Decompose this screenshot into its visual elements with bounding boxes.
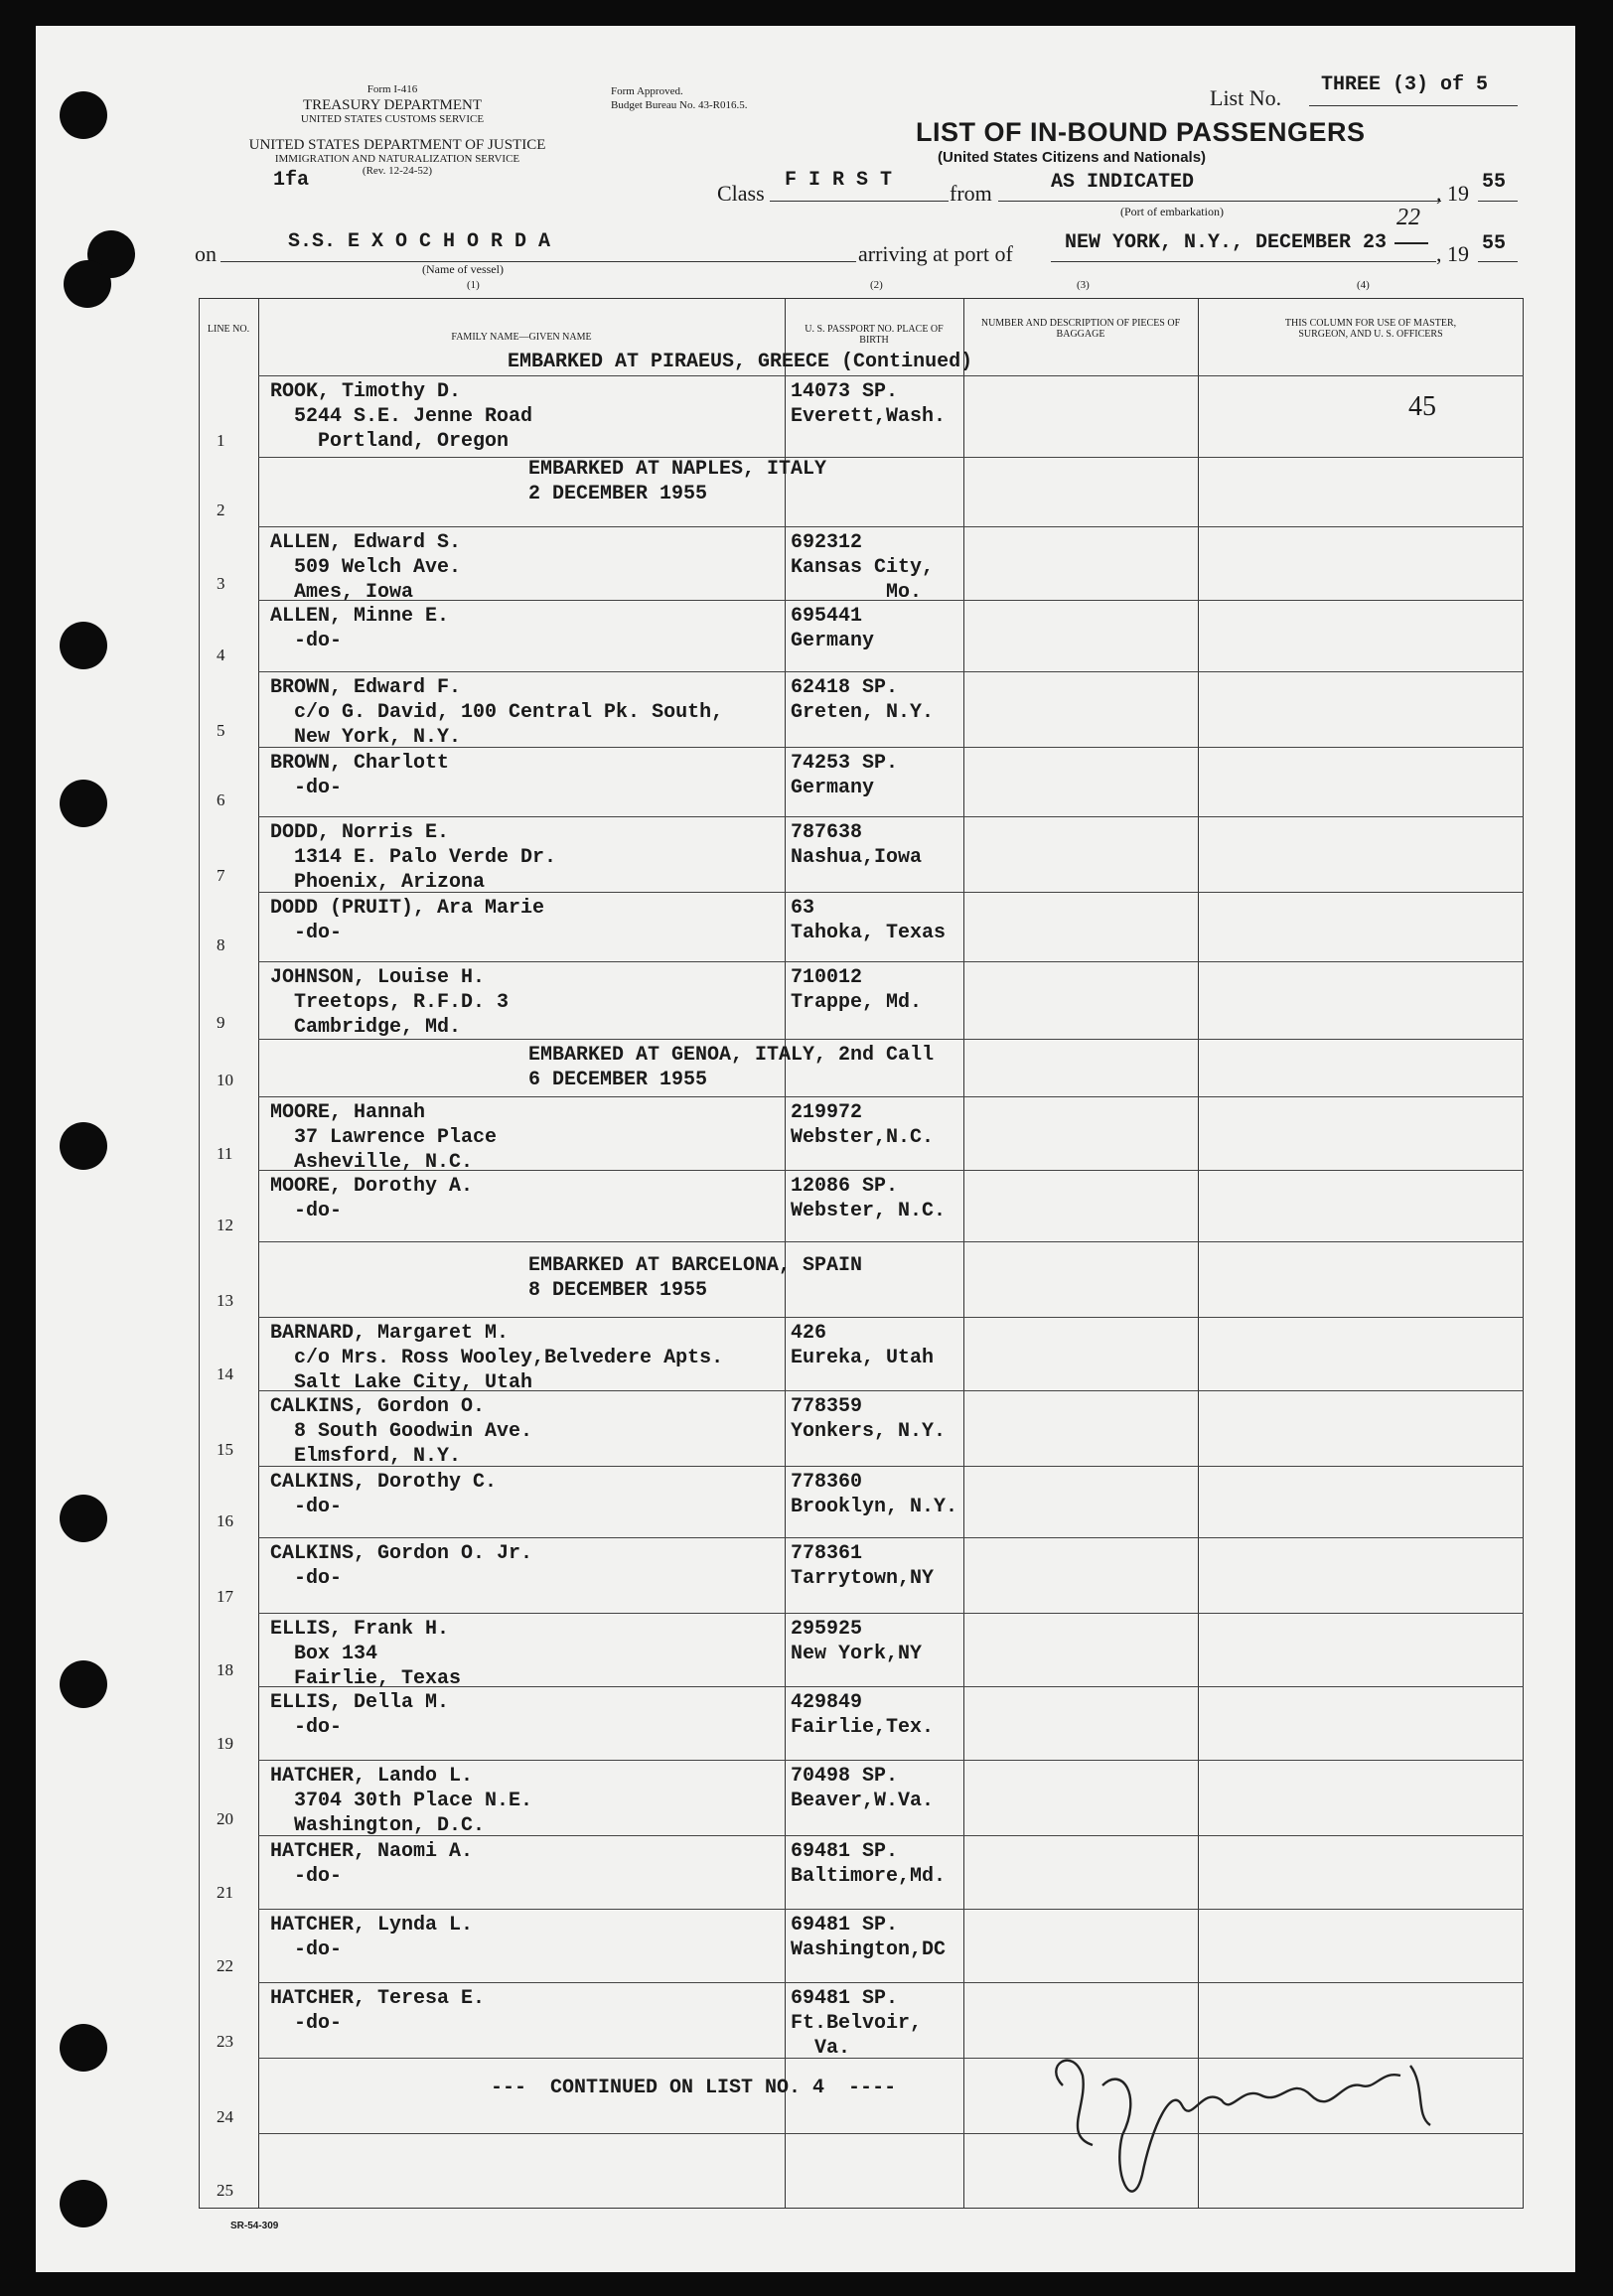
passenger-name: DODD (PRUIT), Ara Marie -do- <box>270 897 545 944</box>
line-number: 7 <box>217 866 225 885</box>
line-number: 25 <box>217 2181 233 2200</box>
passenger-name: HATCHER, Lando L. 3704 30th Place N.E. Washington, D.C. <box>270 1765 533 1837</box>
line-number: 17 <box>217 1587 233 1606</box>
form-approved: Form Approved. <box>611 85 683 97</box>
arrival-port: NEW YORK, N.Y., DECEMBER 23 <box>1065 231 1388 254</box>
line-number: 20 <box>217 1809 233 1828</box>
vessel-caption: (Name of vessel) <box>422 262 504 276</box>
line-number: 15 <box>217 1440 233 1459</box>
passenger-name: ALLEN, Minne E. -do- <box>270 605 450 652</box>
line-number: 21 <box>217 1883 233 1902</box>
row-divider <box>258 816 1524 817</box>
punch-hole <box>64 260 111 308</box>
passenger-name: CALKINS, Dorothy C. -do- <box>270 1471 498 1518</box>
passenger-name: CALKINS, Gordon O. Jr. -do- <box>270 1542 533 1590</box>
line-number: 1 <box>217 431 225 450</box>
passenger-name: ELLIS, Frank H. Box 134 Fairlie, Texas <box>270 1618 462 1690</box>
class-value: F I R S T <box>785 169 893 192</box>
vessel-name: S.S. E X O C H O R D A <box>288 230 551 253</box>
passport-birthplace: 219972 Webster,N.C. <box>791 1101 935 1149</box>
punch-hole <box>60 91 107 139</box>
revision-date: (Rev. 12-24-52) <box>362 165 433 177</box>
punch-hole <box>60 1495 107 1542</box>
passenger-name: DODD, Norris E. 1314 E. Palo Verde Dr. Phoenix, Arizona <box>270 821 557 894</box>
passenger-name: ROOK, Timothy D. 5244 S.E. Jenne Road Portland, Oregon <box>270 380 533 453</box>
arriving-label: arriving at port of <box>858 241 1013 266</box>
section-piraeus: EMBARKED AT PIRAEUS, GREECE (Continued) <box>508 351 973 373</box>
passport-birthplace: 70498 SP. Beaver,W.Va. <box>791 1765 935 1812</box>
customs-service: UNITED STATES CUSTOMS SERVICE <box>300 113 485 125</box>
line-number: 2 <box>217 501 225 519</box>
form-number: Form I-416 <box>367 83 418 95</box>
line-number: 18 <box>217 1660 233 1679</box>
header-officers: THIS COLUMN FOR USE OF MASTER, SURGEON, AND U. S. OFFICERS <box>1284 318 1457 340</box>
ins-service: IMMIGRATION AND NATURALIZATION SERVICE <box>274 153 520 165</box>
year-2: 55 <box>1482 232 1507 255</box>
punch-hole <box>60 622 107 669</box>
passport-birthplace: 62418 SP. Greten, N.Y. <box>791 676 935 724</box>
budget-bureau: Budget Bureau No. 43-R016.5. <box>611 99 748 111</box>
document-subtitle: (United States Citizens and Nationals) <box>938 149 1207 166</box>
passenger-name: ELLIS, Della M. -do- <box>270 1691 450 1739</box>
row-divider <box>258 526 1524 527</box>
punch-hole <box>60 1660 107 1708</box>
passenger-name: MOORE, Hannah 37 Lawrence Place Asheville, N.C. <box>270 1101 498 1174</box>
section-naples: EMBARKED AT NAPLES, ITALY 2 DECEMBER 1955 <box>528 458 827 505</box>
line-number: 23 <box>217 2032 233 2051</box>
passenger-name: MOORE, Dorothy A. -do- <box>270 1175 474 1222</box>
port-embark-caption: (Port of embarkation) <box>1120 205 1224 218</box>
passport-birthplace: 778360 Brooklyn, N.Y. <box>791 1471 958 1518</box>
passport-birthplace: 14073 SP. Everett,Wash. <box>791 380 947 428</box>
on-label: on <box>195 241 217 266</box>
punch-hole <box>60 780 107 827</box>
passenger-name: HATCHER, Lynda L. -do- <box>270 1914 474 1961</box>
header-baggage: NUMBER AND DESCRIPTION OF PIECES OF BAGGAGE <box>980 318 1181 340</box>
passenger-name: BROWN, Edward F. c/o G. David, 100 Central Pk. South, New York, N.Y. <box>270 676 724 749</box>
passport-birthplace: 695441 Germany <box>791 605 875 652</box>
class-label: Class <box>717 181 765 206</box>
continued-note: --- CONTINUED ON LIST NO. 4 ---- <box>491 2077 897 2099</box>
col-1-number: (1) <box>467 279 480 291</box>
justice-dept: UNITED STATES DEPARTMENT OF JUSTICE <box>248 137 546 153</box>
row-divider <box>258 1982 1524 1983</box>
passport-birthplace: 778361 Tarrytown,NY <box>791 1542 935 1590</box>
passenger-name: HATCHER, Naomi A. -do- <box>270 1840 474 1888</box>
line-number: 12 <box>217 1216 233 1234</box>
passport-birthplace: 426 Eureka, Utah <box>791 1322 935 1369</box>
officer-note: 45 <box>1408 391 1436 422</box>
line-number: 11 <box>217 1144 233 1163</box>
passenger-name: HATCHER, Teresa E. -do- <box>270 1987 486 2035</box>
punch-hole <box>60 2180 107 2227</box>
line-number: 9 <box>217 1013 225 1032</box>
col-2-number: (2) <box>870 279 883 291</box>
passenger-name: CALKINS, Gordon O. 8 South Goodwin Ave. Elmsford, N.Y. <box>270 1395 533 1468</box>
passenger-name: BROWN, Charlott -do- <box>270 752 450 799</box>
section-genoa: EMBARKED AT GENOA, ITALY, 2nd Call 6 DECEMBER 1955 <box>528 1044 935 1091</box>
arrival-day-correction: 22 <box>1396 205 1420 230</box>
passport-birthplace: 778359 Yonkers, N.Y. <box>791 1395 947 1443</box>
form-code: 1fa <box>273 169 310 192</box>
passport-birthplace: 74253 SP. Germany <box>791 752 899 799</box>
passport-birthplace: 787638 Nashua,Iowa <box>791 821 923 869</box>
line-number: 4 <box>217 646 225 664</box>
line-number: 5 <box>217 721 225 740</box>
footer-form-code: SR-54-309 <box>230 2221 279 2231</box>
row-divider <box>258 671 1524 672</box>
passport-birthplace: 692312 Kansas City, Mo. <box>791 531 935 604</box>
line-number: 19 <box>217 1734 233 1753</box>
row-divider <box>258 1909 1524 1910</box>
passport-birthplace: 12086 SP. Webster, N.C. <box>791 1175 947 1222</box>
row-divider <box>258 1241 1524 1242</box>
line-number: 6 <box>217 790 225 809</box>
officer-signature <box>1033 2026 1450 2224</box>
col-4-number: (4) <box>1357 279 1370 291</box>
list-no-value: THREE (3) of 5 <box>1321 73 1489 96</box>
punch-hole <box>60 1122 107 1170</box>
row-divider <box>258 1760 1524 1761</box>
header-name: FAMILY NAME—GIVEN NAME <box>451 332 592 343</box>
col-3-number: (3) <box>1077 279 1090 291</box>
passport-birthplace: 63 Tahoka, Texas <box>791 897 947 944</box>
row-divider <box>258 1317 1524 1318</box>
passport-birthplace: 429849 Fairlie,Tex. <box>791 1691 935 1739</box>
row-divider <box>258 457 1524 458</box>
passenger-name: BARNARD, Margaret M. c/o Mrs. Ross Wooley,Belvedere Apts. Salt Lake City, Utah <box>270 1322 724 1394</box>
year-prefix-1: , 19 <box>1436 181 1469 206</box>
year-1: 55 <box>1482 171 1507 194</box>
document-title: LIST OF IN-BOUND PASSENGERS <box>916 117 1366 147</box>
row-divider <box>258 1096 1524 1097</box>
passenger-name: JOHNSON, Louise H. Treetops, R.F.D. 3 Cambridge, Md. <box>270 966 510 1039</box>
line-number: 8 <box>217 935 225 954</box>
header-line-no: LINE NO. <box>207 324 250 335</box>
year-prefix-2: , 19 <box>1436 241 1469 266</box>
treasury-dept: TREASURY DEPARTMENT <box>302 97 483 113</box>
line-number: 10 <box>217 1071 233 1089</box>
passport-birthplace: 295925 New York,NY <box>791 1618 923 1665</box>
passport-birthplace: 69481 SP. Washington,DC <box>791 1914 947 1961</box>
header-passport: U. S. PASSPORT NO. PLACE OF BIRTH <box>805 324 944 346</box>
line-number: 14 <box>217 1364 233 1383</box>
from-value: AS INDICATED <box>1051 171 1195 194</box>
passport-birthplace: 69481 SP. Baltimore,Md. <box>791 1840 947 1888</box>
passenger-name: ALLEN, Edward S. 509 Welch Ave. Ames, Iowa <box>270 531 462 604</box>
list-no-label: List No. <box>1210 85 1282 110</box>
line-number: 24 <box>217 2107 233 2126</box>
from-label: from <box>950 181 992 206</box>
row-divider <box>258 1537 1524 1538</box>
line-number: 13 <box>217 1291 233 1310</box>
row-divider <box>258 961 1524 962</box>
passport-birthplace: 710012 Trappe, Md. <box>791 966 923 1014</box>
line-number: 16 <box>217 1511 233 1530</box>
row-divider <box>258 1613 1524 1614</box>
line-number: 3 <box>217 574 225 593</box>
passport-birthplace: 69481 SP. Ft.Belvoir, Va. <box>791 1987 923 2060</box>
line-number: 22 <box>217 1956 233 1975</box>
punch-hole <box>60 2024 107 2072</box>
section-barcelona: EMBARKED AT BARCELONA, SPAIN 8 DECEMBER 1955 <box>528 1254 863 1302</box>
